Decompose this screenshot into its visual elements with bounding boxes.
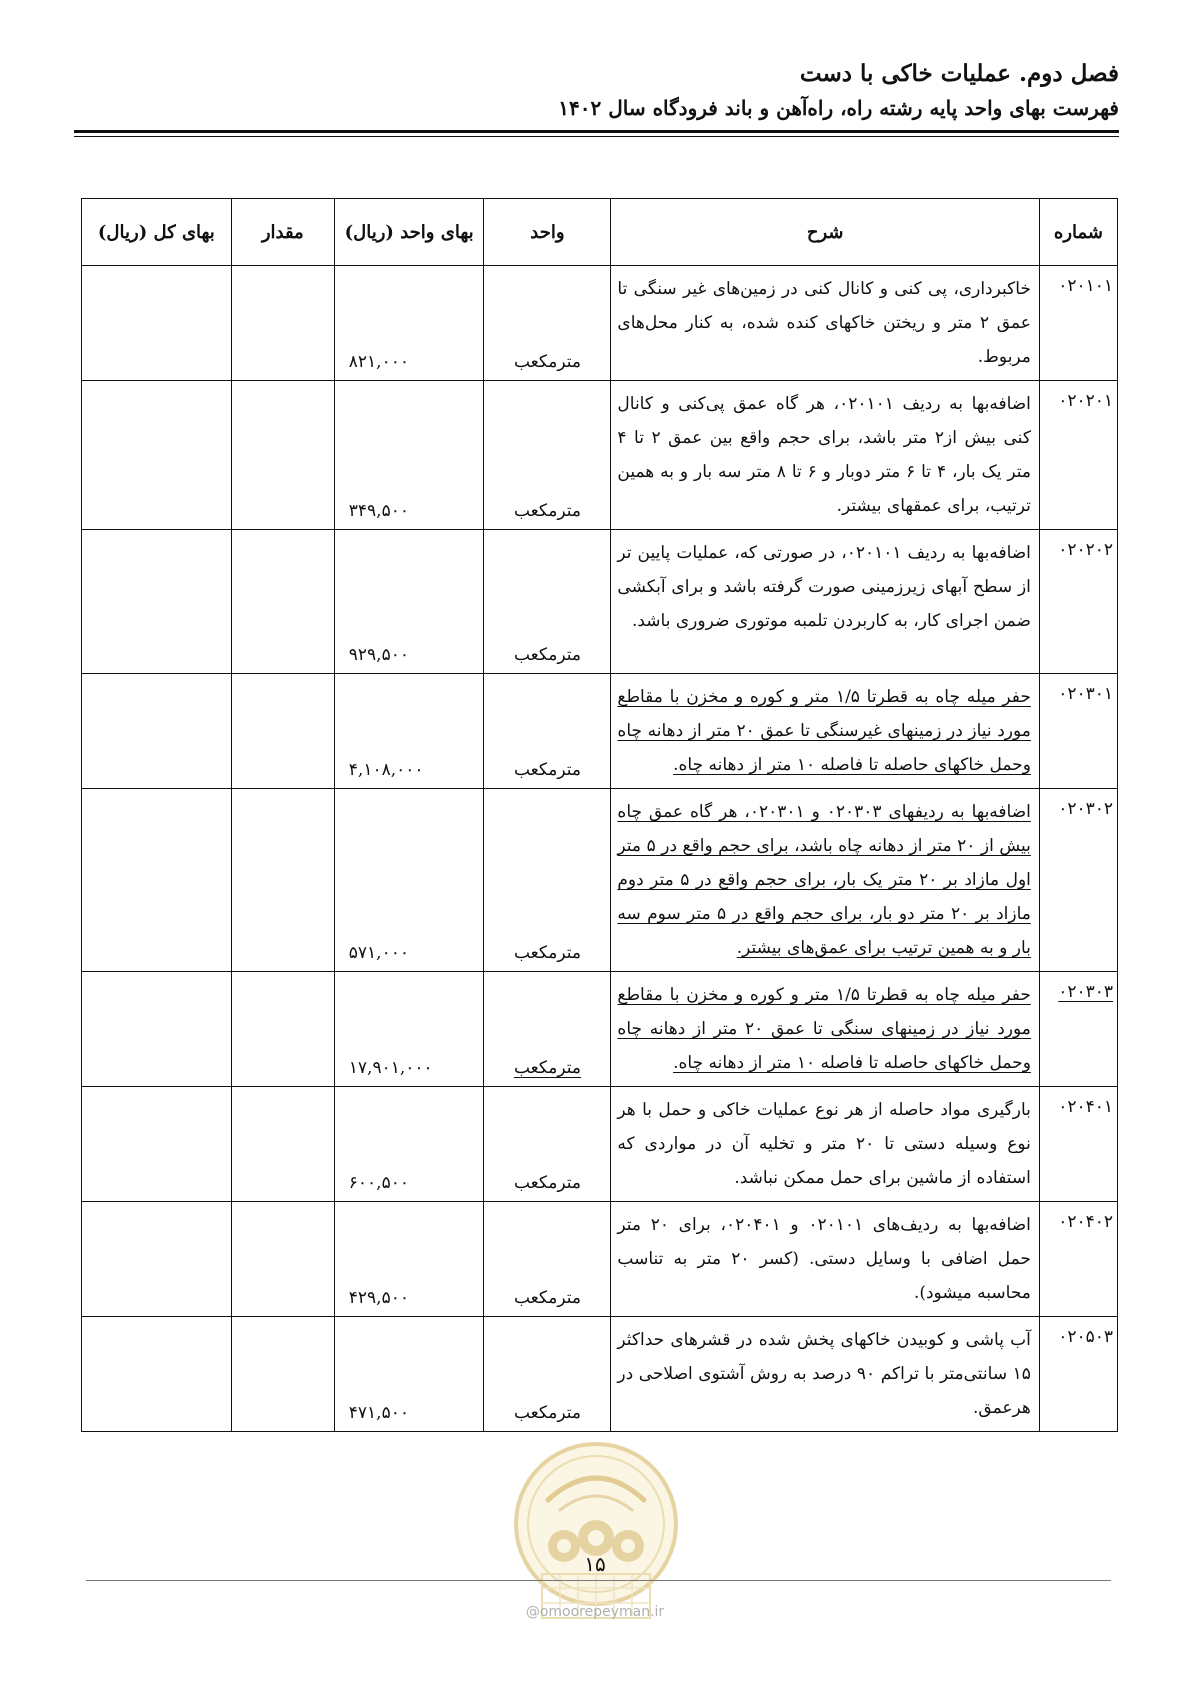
item-quantity xyxy=(231,1087,334,1202)
item-total-price xyxy=(82,789,232,972)
item-unit: مترمکعب xyxy=(484,1317,611,1432)
item-description: اضافه‌بها به ردیف ۰۲۰۱۰۱، هر گاه عمق پی‌کنی و کانال کنی بیش از۲ متر باشد، برای حجم واقع بین عمق ۲ تا ۴ متر یک بار، ۴ تا ۶ متر دوبار و ۶ تا ۸ متر سه بار و به همین ترتیب، برای عمقهای بیشتر. xyxy=(611,381,1040,530)
table-header-row xyxy=(82,199,1118,266)
website-label: @omoorepeyman.ir xyxy=(525,1604,665,1620)
header-rule-thick xyxy=(74,130,1119,133)
footer-rule xyxy=(86,1580,1111,1581)
table-row xyxy=(82,1087,1118,1202)
page-header xyxy=(69,58,1119,124)
header-quantity: مقدار xyxy=(231,199,334,266)
item-quantity xyxy=(231,1317,334,1432)
item-code: ۰۲۰۲۰۲ xyxy=(1039,530,1117,674)
item-code: ۰۲۰۴۰۲ xyxy=(1039,1202,1117,1317)
item-unit: مترمکعب xyxy=(484,381,611,530)
item-quantity xyxy=(231,674,334,789)
item-unit-price: ۴۲۹,۵۰۰ xyxy=(334,1202,484,1317)
item-description: خاکبرداری، پی کنی و کانال کنی در زمین‌های غیر سنگی تا عمق ۲ متر و ریختن خاکهای کنده شده، به کنار محل‌های مربوط. xyxy=(611,266,1040,381)
item-code: ۰۲۰۳۰۲ xyxy=(1039,789,1117,972)
item-code: ۰۲۰۳۰۳ xyxy=(1039,972,1117,1087)
header-description: شرح xyxy=(611,199,1040,266)
item-quantity xyxy=(231,972,334,1087)
item-description: آب پاشی و کوبیدن خاکهای پخش شده در قشرهای حداکثر ۱۵ سانتی‌متر با تراکم ۹۰ درصد به روش آشتوی اصلاحی در هرعمق. xyxy=(611,1317,1040,1432)
item-code: ۰۲۰۴۰۱ xyxy=(1039,1087,1117,1202)
header-unit-price: بهای واحد (ریال) xyxy=(334,199,484,266)
table-row xyxy=(82,789,1118,972)
item-total-price xyxy=(82,266,232,381)
item-unit: مترمکعب xyxy=(484,674,611,789)
item-total-price xyxy=(82,674,232,789)
chapter-title: فصل دوم. عملیات خاکی با دست xyxy=(799,60,1119,87)
item-quantity xyxy=(231,530,334,674)
table-row xyxy=(82,266,1118,381)
item-unit: مترمکعب xyxy=(484,972,611,1087)
item-unit-price: ۴,۱۰۸,۰۰۰ xyxy=(334,674,484,789)
item-description: حفر میله چاه به قطرتا ۱/۵ متر و کوره و مخزن با مقاطع مورد نیاز در زمینهای سنگی تا عمق ۲۰ متر از دهانه چاه وحمل خاکهای حاصله تا فاصله ۱۰ متر از دهانه چاه. xyxy=(611,972,1040,1087)
item-quantity xyxy=(231,789,334,972)
item-unit-price: ۱۷,۹۰۱,۰۰۰ xyxy=(334,972,484,1087)
item-code: ۰۲۰۵۰۳ xyxy=(1039,1317,1117,1432)
header-rule-thin xyxy=(74,136,1119,137)
item-quantity xyxy=(231,1202,334,1317)
item-total-price xyxy=(82,530,232,674)
item-description: حفر میله چاه به قطرتا ۱/۵ متر و کوره و مخزن با مقاطع مورد نیاز در زمینهای غیرسنگی تا عمق ۲۰ متر از دهانه چاه وحمل خاکهای حاصله تا فاصله ۱۰ متر از دهانه چاه. xyxy=(611,674,1040,789)
item-total-price xyxy=(82,1087,232,1202)
item-description: بارگیری مواد حاصله از هر نوع عملیات خاکی و حمل با هر نوع وسیله دستی تا ۲۰ متر و تخلیه آن در مواردی که استفاده از ماشین برای حمل ممکن نباشد. xyxy=(611,1087,1040,1202)
item-unit: مترمکعب xyxy=(484,1087,611,1202)
header-total-price: بهای کل (ریال) xyxy=(82,199,232,266)
item-unit-price: ۳۴۹,۵۰۰ xyxy=(334,381,484,530)
table-row xyxy=(82,530,1118,674)
document-subtitle: فهرست بهای واحد پایه رشته راه، راه‌آهن و باند فرودگاه سال ۱۴۰۲ xyxy=(558,96,1119,120)
item-unit-price: ۹۲۹,۵۰۰ xyxy=(334,530,484,674)
item-code: ۰۲۰۳۰۱ xyxy=(1039,674,1117,789)
item-unit: مترمکعب xyxy=(484,1202,611,1317)
item-quantity xyxy=(231,381,334,530)
item-code: ۰۲۰۲۰۱ xyxy=(1039,381,1117,530)
price-list-table xyxy=(81,198,1118,1432)
header-code: شماره xyxy=(1039,199,1117,266)
item-total-price xyxy=(82,381,232,530)
table-row xyxy=(82,1317,1118,1432)
item-unit-price: ۴۷۱,۵۰۰ xyxy=(334,1317,484,1432)
item-unit-price: ۵۷۱,۰۰۰ xyxy=(334,789,484,972)
item-total-price xyxy=(82,1202,232,1317)
table-row xyxy=(82,1202,1118,1317)
item-unit-price: ۸۲۱,۰۰۰ xyxy=(334,266,484,381)
table-row xyxy=(82,972,1118,1087)
item-total-price xyxy=(82,1317,232,1432)
item-code: ۰۲۰۱۰۱ xyxy=(1039,266,1117,381)
item-unit: مترمکعب xyxy=(484,789,611,972)
item-description: اضافه‌بها به ردیف ۰۲۰۱۰۱، در صورتی که، عملیات پایین تر از سطح آبهای زیرزمینی صورت گرفته باشد و برای آبکشی ضمن اجرای کار، به کاربردن تلمبه موتوری ضروری باشد. xyxy=(611,530,1040,674)
page-number: ۱۵ xyxy=(584,1552,606,1576)
header-unit: واحد xyxy=(484,199,611,266)
item-description: اضافه‌بها به ردیف‌های ۰۲۰۱۰۱ و ۰۲۰۴۰۱، برای ۲۰ متر حمل اضافی با وسایل دستی. (کسر ۲۰ متر به تناسب محاسبه میشود). xyxy=(611,1202,1040,1317)
table-row xyxy=(82,381,1118,530)
item-total-price xyxy=(82,972,232,1087)
item-description: اضافه‌بها به ردیفهای ۰۲۰۳۰۳ و ۰۲۰۳۰۱، هر گاه عمق چاه بیش از ۲۰ متر از دهانه چاه باشد، برای حجم واقع در ۵ متر اول مازاد بر ۲۰ متر یک بار، برای حجم واقع در ۵ متر دوم مازاد بر ۲۰ متر دو بار، برای حجم واقع در ۵ متر سوم سه بار و به همین ترتیب برای عمق‌های بیشتر. xyxy=(611,789,1040,972)
item-quantity xyxy=(231,266,334,381)
item-unit: مترمکعب xyxy=(484,266,611,381)
item-unit-price: ۶۰۰,۵۰۰ xyxy=(334,1087,484,1202)
item-unit: مترمکعب xyxy=(484,530,611,674)
table-row xyxy=(82,674,1118,789)
